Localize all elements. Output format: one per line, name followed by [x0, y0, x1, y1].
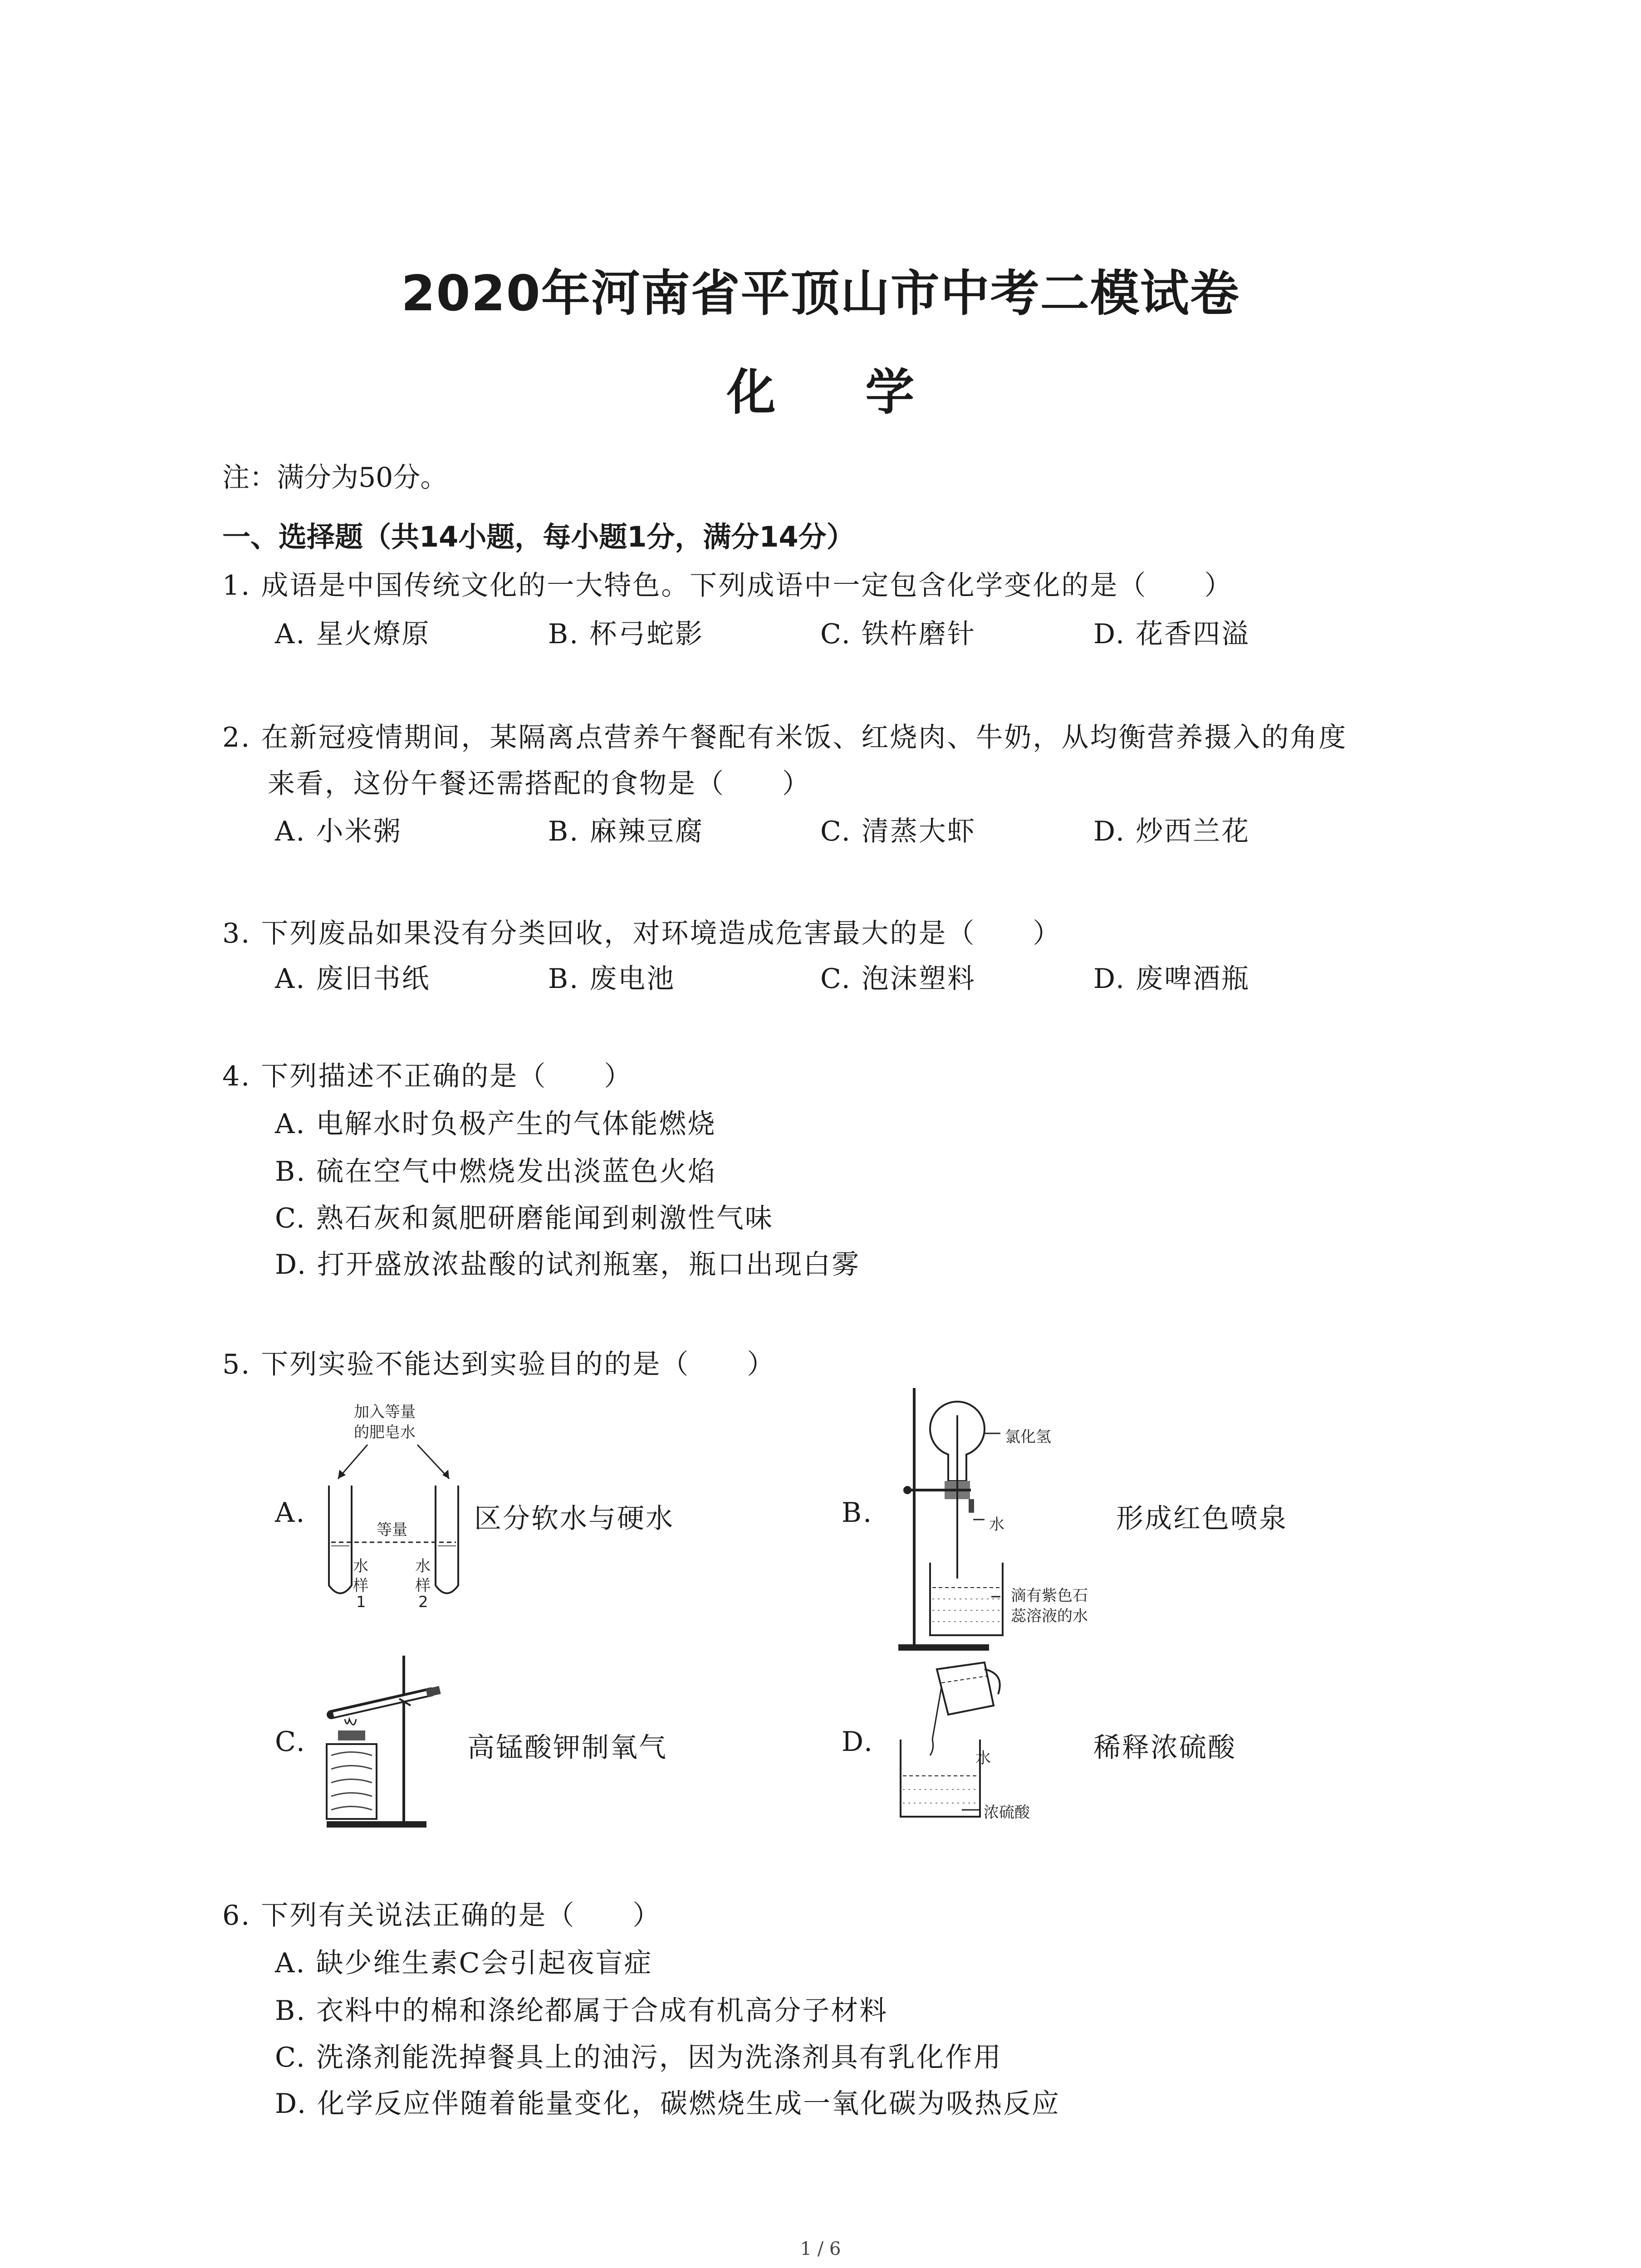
page-title: 2020年河南省平顶山市中考二模试卷 — [401, 265, 1240, 322]
option-c[interactable]: C. 铁杵磨针 — [820, 618, 976, 650]
figure-label: 蕊溶液的水 — [1011, 1607, 1088, 1625]
option-d-text: 稀释浓硫酸 — [1093, 1732, 1236, 1764]
option-a[interactable]: A. — [275, 1497, 306, 1529]
option-a[interactable]: A. 废旧书纸 — [275, 963, 431, 995]
question-stem: 2. 在新冠疫情期间，某隔离点营养午餐配有米饭、红烧肉、牛奶，从均衡营养摄入的角度 — [222, 722, 1347, 753]
option-d[interactable]: D. 花香四溢 — [1093, 618, 1250, 650]
figure-label: 样 — [353, 1577, 368, 1595]
option-b-text: 形成红色喷泉 — [1116, 1503, 1288, 1535]
option-b[interactable]: B. 麻辣豆腐 — [548, 816, 704, 847]
figure-label: 水 — [353, 1557, 368, 1575]
figure-label: 样 — [415, 1577, 431, 1595]
question-stem: 4. 下列描述不正确的是（ ） — [222, 1061, 633, 1092]
option-b[interactable]: B. — [842, 1497, 873, 1529]
option-a[interactable]: A. 电解水时负极产生的气体能燃烧 — [275, 1108, 716, 1140]
option-c[interactable]: C. 清蒸大虾 — [820, 816, 976, 847]
figure-label: 氯化氢 — [1005, 1428, 1051, 1446]
subject-title: 化 学 — [726, 364, 951, 421]
figure-label: 水 — [989, 1515, 1004, 1534]
option-d[interactable]: D. 化学反应伴随着能量变化，碳燃烧生成一氧化碳为吸热反应 — [275, 2088, 1061, 2120]
figure-label: 加入等量 — [354, 1403, 416, 1421]
option-a[interactable]: A. 缺少维生素C会引起夜盲症 — [275, 1947, 653, 1979]
option-d[interactable]: D. 打开盛放浓盐酸的试剂瓶塞，瓶口出现白雾 — [275, 1249, 861, 1281]
option-b[interactable]: B. 衣料中的棉和涤纶都属于合成有机高分子材料 — [275, 1995, 888, 2027]
option-c[interactable]: C. 洗涤剂能洗掉餐具上的油污，因为洗涤剂具有乳化作用 — [275, 2042, 1002, 2073]
option-a-text: 区分软水与硬水 — [474, 1503, 674, 1535]
figure-label: 的肥皂水 — [354, 1423, 416, 1442]
question-stem: 6. 下列有关说法正确的是（ ） — [222, 1900, 661, 1931]
figure-label: 等量 — [377, 1521, 407, 1539]
figure-label: 水 — [415, 1557, 431, 1575]
option-c[interactable]: C. 泡沫塑料 — [820, 963, 976, 995]
figure-label: 浓硫酸 — [984, 1804, 1030, 1822]
section-heading: 一、选择题（共14小题，每小题1分，满分14分） — [222, 520, 855, 553]
score-note: 注：满分为50分。 — [222, 462, 448, 494]
option-d[interactable]: D. — [842, 1726, 874, 1758]
figure-label: 水 — [975, 1749, 991, 1767]
option-b[interactable]: B. 杯弓蛇影 — [548, 618, 704, 650]
figure-label: 滴有紫色石 — [1011, 1587, 1088, 1605]
option-c[interactable]: C. — [275, 1726, 306, 1758]
option-c-text: 高锰酸钾制氧气 — [467, 1732, 667, 1764]
figure-label: 1 — [356, 1593, 366, 1611]
question-stem: 1. 成语是中国传统文化的一大特色。下列成语中一定包含化学变化的是（ ） — [222, 570, 1233, 601]
question-stem: 5. 下列实验不能达到实验目的的是（ ） — [222, 1349, 776, 1380]
option-b[interactable]: B. 废电池 — [548, 963, 676, 995]
option-d[interactable]: D. 炒西兰花 — [1093, 816, 1250, 847]
oxygen-preparation-figure — [313, 1651, 476, 1833]
figure-label: 2 — [418, 1593, 428, 1611]
question-stem: 3. 下列废品如果没有分类回收，对环境造成危害最大的是（ ） — [222, 918, 1062, 949]
option-a[interactable]: A. 星火燎原 — [275, 618, 431, 650]
page-number: 1 / 6 — [800, 2239, 841, 2259]
option-c[interactable]: C. 熟石灰和氮肥研磨能闻到刺激性气味 — [275, 1202, 774, 1234]
question-stem-continued: 来看，这份午餐还需搭配的食物是（ ） — [268, 768, 811, 800]
option-b[interactable]: B. 硫在空气中燃烧发出淡蓝色火焰 — [275, 1156, 717, 1188]
option-d[interactable]: D. 废啤酒瓶 — [1093, 963, 1250, 995]
option-a[interactable]: A. 小米粥 — [275, 816, 402, 847]
